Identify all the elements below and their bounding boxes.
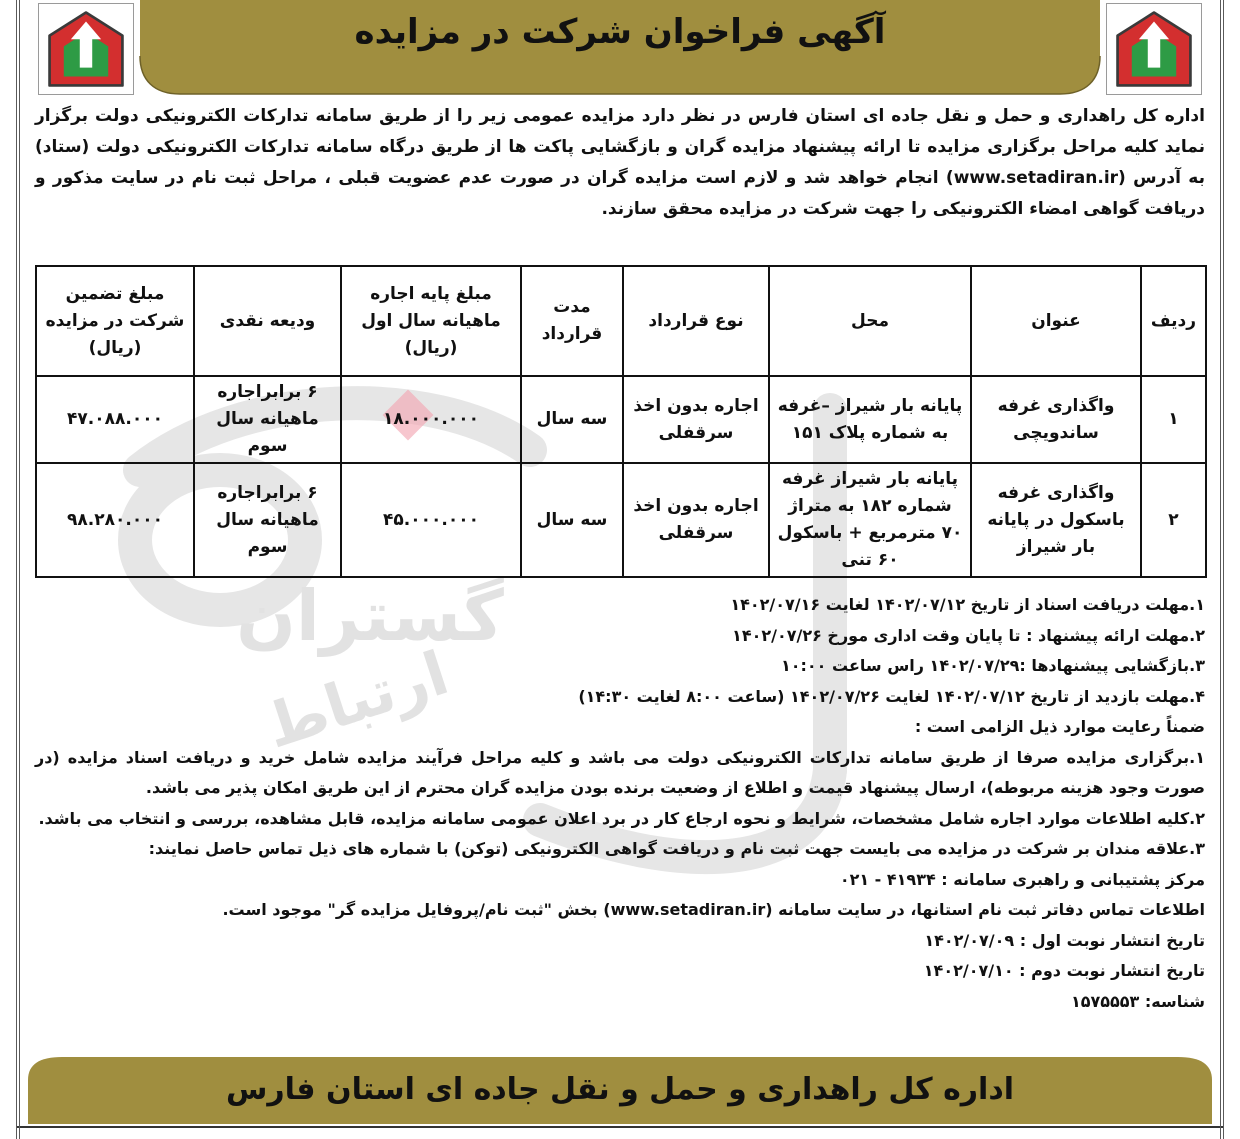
deadline-item: ۲.مهلت ارائه پیشنهاد : تا پایان وقت اداری مورخ ۱۴۰۲/۰۷/۲۶ (732, 625, 1205, 645)
header-deposit: ودیعه نقدی (194, 266, 341, 376)
header-title: عنوان (971, 266, 1141, 376)
note-item: ۳.علاقه مندان بر شرکت در مزایده می بایست جهت ثبت نام و دریافت گواهی الکترونیکی (توکن) با شماره های ذیل تماس حاصل نمایند: (148, 839, 1205, 858)
cell-title: واگذاری غرفه ساندویچی (971, 376, 1141, 463)
cell-guarantee: ۹۸.۲۸۰.۰۰۰ (36, 463, 194, 577)
intro-paragraph: اداره کل راهداری و حمل و نقل جاده ای استان فارس در نظر دارد مزایده عمومی زیر را از طریق سامانه تدارکات الکترونیکی دولت برگزار نماید کلیه مراحل برگزاری مزایده تا ارائه پیشنهاد مزایده گران و بازگشایی پاکت ها از طریق درگاه سامانه تدارکات الکترونیکی دولت (ستاد) به آدرس (www.setadiran.ir) انجام خواهد شد و لازم است مزایده گران در صورت عدم عضویت قبلی ، مراحل ثبت نام در سایت مذکور و دریافت گواهی امضاء الکترونیکی را جهت شرکت در مزایده محقق سازند. (35, 106, 1205, 219)
road-maintenance-icon (1114, 9, 1194, 89)
cell-duration: سه سال (521, 376, 623, 463)
cell-contract-type: اجاره بدون اخذ سرقفلی (623, 376, 769, 463)
cell-base-rent: ۴۵.۰۰۰.۰۰۰ (341, 463, 521, 577)
header-row-number: ردیف (1141, 266, 1206, 376)
page-title: آگهی فراخوان شرکت در مزایده (354, 12, 886, 52)
header-location: محل (769, 266, 971, 376)
cell-deposit: ۶ برابراجاره ماهیانه سال سوم (194, 463, 341, 577)
road-maintenance-logo-left (38, 3, 134, 95)
watermark-text-line2: گستران (236, 575, 504, 657)
cell-deposit: ۶ برابراجاره ماهیانه سال سوم (194, 376, 341, 463)
cell-location: پایانه بار شیراز غرفه شماره ۱۸۲ به متراژ ۷۰ مترمربع + باسکول ۶۰ تنی (769, 463, 971, 577)
notes-heading: ضمناً رعایت موارد ذیل الزامی است : (914, 717, 1205, 736)
identifier-line: شناسه: ۱۵۷۵۵۵۳ (1070, 991, 1205, 1011)
table-row (36, 376, 1206, 463)
watermark-text-line1: ارتباط (257, 638, 457, 763)
note-item: ۲.کلیه اطلاعات موارد اجاره شامل مشخصات، شرایط و نحوه ارجاع کار در برد اعلان عمومی سامانه مزایده، قابل مشاهده، بررسی و انتخاب می باشد. (38, 808, 1205, 828)
cell-guarantee: ۴۷.۰۸۸.۰۰۰ (36, 376, 194, 463)
publication-first-date: تاریخ انتشار نوبت اول : ۱۴۰۲/۰۷/۰۹ (924, 930, 1205, 950)
registration-info-line: اطلاعات تماس دفاتر ثبت نام استانها، در سایت سامانه (www.setadiran.ir) بخش "ثبت نام/پروفایل مزایده گر" موجود است. (222, 900, 1205, 919)
header-duration: مدت قرارداد (521, 266, 623, 376)
cell-row-number: ۲ (1141, 463, 1206, 577)
cell-row-number: ۱ (1141, 376, 1206, 463)
publication-second-date: تاریخ انتشار نوبت دوم : ۱۴۰۲/۰۷/۱۰ (923, 961, 1205, 980)
deadline-item: ۳.بازگشایی پیشنهادها :۱۴۰۲/۰۷/۲۹ راس ساعت ۱۰:۰۰ (780, 656, 1205, 675)
auction-items-table (35, 265, 1207, 578)
deadline-item: ۴.مهلت بازدید از تاریخ ۱۴۰۲/۰۷/۱۲ لغایت ۱۴۰۲/۰۷/۲۶ (ساعت ۸:۰۰ لغایت ۱۴:۳۰) (578, 686, 1205, 706)
footer-org-name: اداره کل راهداری و حمل و نقل جاده ای استان فارس (225, 1072, 1015, 1107)
header-guarantee: مبلغ تضمین شرکت در مزایده (ریال) (36, 266, 194, 376)
cell-base-rent (341, 376, 521, 463)
road-maintenance-icon (46, 9, 126, 89)
deadline-item: ۱.مهلت دریافت اسناد از تاریخ ۱۴۰۲/۰۷/۱۲ لغایت ۱۴۰۲/۰۷/۱۶ (730, 595, 1205, 614)
cell-location: پایانه بار شیراز –غرفه به شماره پلاک ۱۵۱ (769, 376, 971, 463)
header-contract-type: نوع قرارداد (623, 266, 769, 376)
note-item: ۱.برگزاری مزایده صرفا از طریق سامانه تدارکات الکترونیکی دولت می باشد و کلیه مراحل فرآیند مزایده شامل خرید و دریافت اسناد مزایده (در صورت وجود هزینه مربوطه)، ارسال پیشنهاد قیمت و اطلاع از وضعیت برنده بودن مزایده گران محترم از این طریق امکان پذیر می باشد. (35, 747, 1205, 797)
table-header-row (36, 266, 1206, 376)
cell-duration: سه سال (521, 463, 623, 577)
support-center-line: مرکز پشتیبانی و راهبری سامانه : ۴۱۹۳۴ - ۰۲۱ (839, 869, 1205, 889)
conditions-list (35, 590, 1205, 1017)
header-base-rent: مبلغ پایه اجاره ماهیانه سال اول (ریال) (341, 266, 521, 376)
cell-contract-type: اجاره بدون اخذ سرقفلی (623, 463, 769, 577)
bottom-rule (16, 1126, 1224, 1139)
cell-title: واگذاری غرفه باسکول در پایانه بار شیراز (971, 463, 1141, 577)
table-row (36, 463, 1206, 577)
cell-base-rent-value: ۱۸.۰۰۰.۰۰۰ (383, 409, 479, 429)
road-maintenance-logo-right (1106, 3, 1202, 95)
